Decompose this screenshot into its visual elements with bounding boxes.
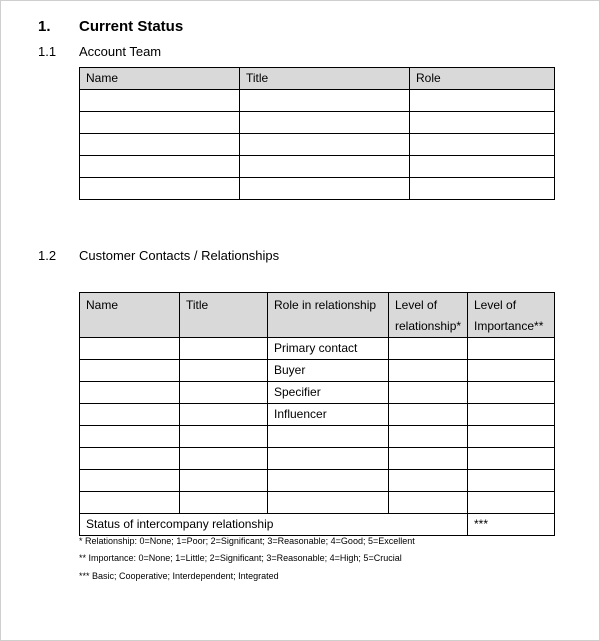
table-cell[interactable] <box>240 112 410 134</box>
table-cell[interactable] <box>80 492 180 514</box>
table-row <box>80 90 555 112</box>
table-cell[interactable] <box>389 448 468 470</box>
table-row <box>80 134 555 156</box>
table-row <box>80 448 555 470</box>
table-cell[interactable]: Specifier <box>268 382 389 404</box>
table-cell[interactable] <box>389 492 468 514</box>
table-cell[interactable] <box>80 112 240 134</box>
table-cell[interactable]: Influencer <box>268 404 389 426</box>
table-cell[interactable] <box>180 382 268 404</box>
status-row <box>80 514 555 536</box>
table-cell[interactable]: Primary contact <box>268 338 389 360</box>
table-cell[interactable] <box>389 338 468 360</box>
column-header: Role <box>410 68 555 90</box>
table-cell[interactable] <box>80 360 180 382</box>
table-row <box>80 426 555 448</box>
table-cell[interactable] <box>180 492 268 514</box>
table-cell[interactable] <box>180 404 268 426</box>
table-cell[interactable] <box>468 492 555 514</box>
table-row <box>80 156 555 178</box>
table-cell[interactable] <box>80 382 180 404</box>
column-header: Level of Importance** <box>468 293 555 338</box>
table-cell[interactable] <box>468 338 555 360</box>
table-row <box>80 338 555 360</box>
table-cell[interactable] <box>410 178 555 200</box>
table-cell[interactable] <box>80 178 240 200</box>
footnote-status: *** Basic; Cooperative; Interdependent; Integrated <box>79 571 279 581</box>
table-row <box>80 382 555 404</box>
table-cell[interactable] <box>180 426 268 448</box>
table-row <box>80 470 555 492</box>
table-cell[interactable]: Buyer <box>268 360 389 382</box>
table-cell[interactable] <box>410 90 555 112</box>
table-cell[interactable] <box>180 338 268 360</box>
customer-contacts-table <box>79 292 555 536</box>
table-cell[interactable] <box>240 134 410 156</box>
table-cell[interactable] <box>268 470 389 492</box>
table-cell[interactable] <box>389 426 468 448</box>
subsection-number-customer-contacts: 1.2 <box>38 248 57 263</box>
column-header: Level of relationship* <box>389 293 468 338</box>
table-row <box>80 112 555 134</box>
table-row <box>80 360 555 382</box>
subsection-title-account-team: Account Team <box>79 44 162 59</box>
table-cell[interactable] <box>468 426 555 448</box>
table-cell[interactable] <box>180 470 268 492</box>
table-cell[interactable] <box>410 134 555 156</box>
table-row <box>80 178 555 200</box>
section-number: 1. <box>38 18 51 35</box>
table-cell[interactable] <box>240 156 410 178</box>
table-cell[interactable] <box>80 426 180 448</box>
column-header: Name <box>80 68 240 90</box>
subsection-number-account-team: 1.1 <box>38 44 57 59</box>
table-cell[interactable] <box>410 156 555 178</box>
column-header: Name <box>80 293 180 338</box>
table-cell[interactable] <box>268 448 389 470</box>
table-cell[interactable] <box>80 470 180 492</box>
table-row <box>80 404 555 426</box>
table-cell[interactable] <box>468 404 555 426</box>
table-cell[interactable] <box>468 360 555 382</box>
table-cell[interactable] <box>268 426 389 448</box>
table-header-row <box>80 293 555 338</box>
account-team-table <box>79 67 555 200</box>
table-cell[interactable] <box>468 382 555 404</box>
column-header: Title <box>180 293 268 338</box>
table-cell[interactable] <box>80 156 240 178</box>
table-cell[interactable] <box>389 382 468 404</box>
table-cell[interactable] <box>80 90 240 112</box>
table-cell[interactable] <box>240 178 410 200</box>
table-cell[interactable] <box>80 338 180 360</box>
table-row <box>80 492 555 514</box>
table-cell[interactable] <box>180 448 268 470</box>
table-cell[interactable] <box>389 360 468 382</box>
status-value[interactable]: *** <box>468 514 555 536</box>
table-cell[interactable] <box>268 492 389 514</box>
table-cell[interactable] <box>240 90 410 112</box>
table-cell[interactable] <box>180 360 268 382</box>
footnote-relationship: * Relationship: 0=None; 1=Poor; 2=Significant; 3=Reasonable; 4=Good; 5=Excellent <box>79 536 415 546</box>
subsection-title-customer-contacts: Customer Contacts / Relationships <box>79 248 280 263</box>
footnote-importance: ** Importance: 0=None; 1=Little; 2=Significant; 3=Reasonable; 4=High; 5=Crucial <box>79 553 402 563</box>
section-title: Current Status <box>79 18 184 35</box>
column-header: Role in relationship <box>268 293 389 338</box>
status-label: Status of intercompany relationship <box>80 514 468 536</box>
table-cell[interactable] <box>80 134 240 156</box>
column-header: Title <box>240 68 410 90</box>
table-cell[interactable] <box>468 470 555 492</box>
table-cell[interactable] <box>389 470 468 492</box>
table-header-row <box>80 68 555 90</box>
table-cell[interactable] <box>410 112 555 134</box>
table-cell[interactable] <box>389 404 468 426</box>
table-cell[interactable] <box>80 448 180 470</box>
table-cell[interactable] <box>468 448 555 470</box>
table-cell[interactable] <box>80 404 180 426</box>
